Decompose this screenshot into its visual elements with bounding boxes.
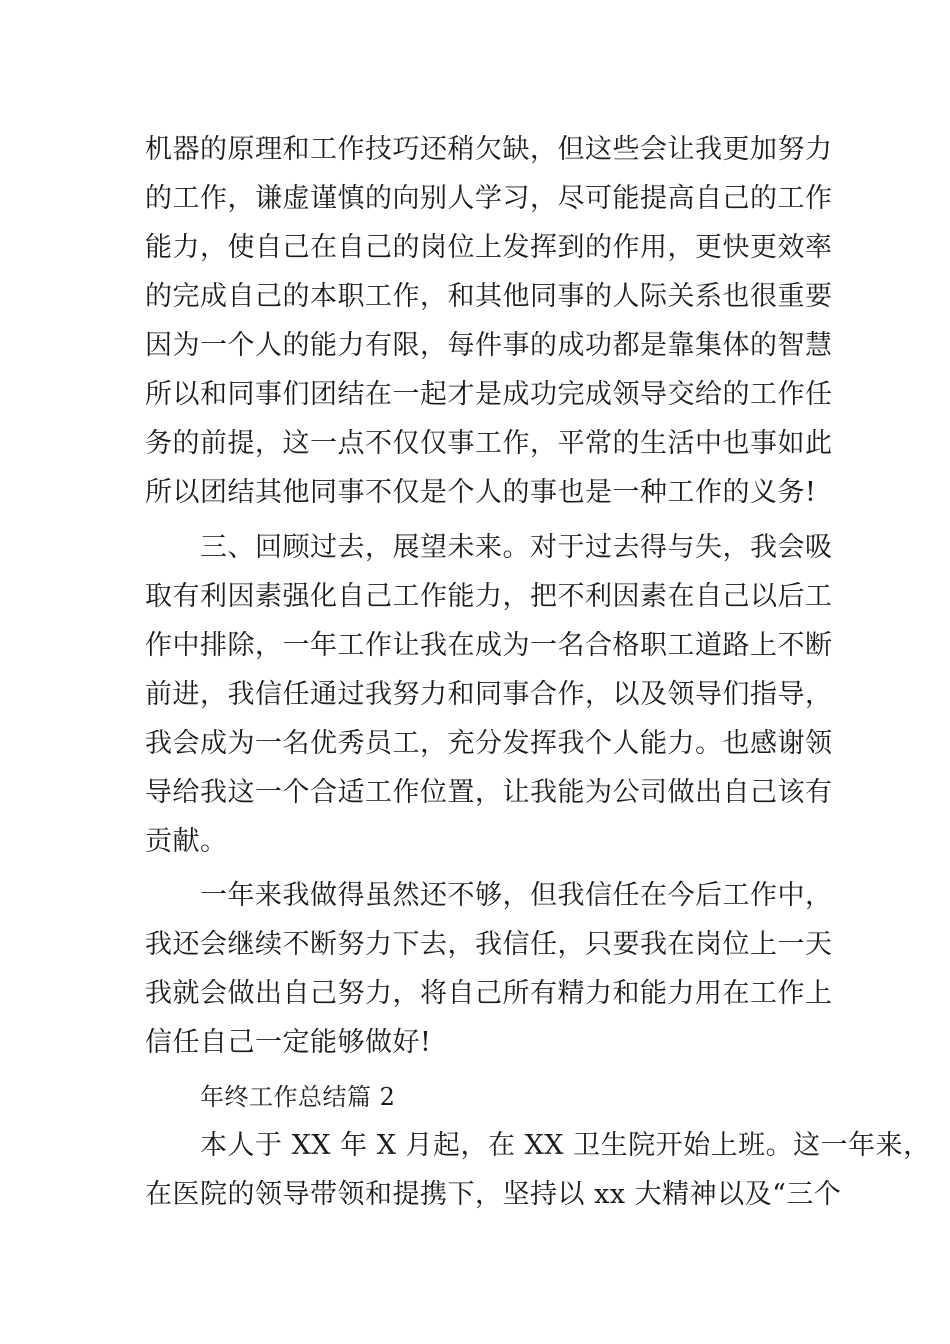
text-line: 我还会继续不断努力下去，我信任，只要我在岗位上一天 <box>145 929 833 960</box>
text-line: 的工作，谦虚谨慎的向别人学习，尽可能提高自己的工作 <box>145 183 833 214</box>
paragraph-first-line: 三、回顾过去，展望未来。对于过去得与失，我会吸 <box>200 532 833 563</box>
text-line: 我就会做出自己努力，将自己所有精力和能力用在工作上 <box>145 978 833 1009</box>
text-line: 贡献。 <box>145 826 228 857</box>
text-line: 导给我这一个合适工作位置，让我能为公司做出自己该有 <box>145 777 833 808</box>
text-line: 前进，我信任通过我努力和同事合作，以及领导们指导， <box>145 679 833 710</box>
text-line: 我会成为一名优秀员工，充分发挥我个人能力。也感谢领 <box>145 728 833 759</box>
text-line: 务的前提，这一点不仅仅事工作，平常的生活中也事如此 <box>145 428 833 459</box>
section-heading: 年终工作总结篇 2 <box>200 1083 396 1111</box>
text-line: 取有利因素强化自己工作能力，把不利因素在自己以后工 <box>145 581 833 612</box>
paragraph-first-line: 一年来我做得虽然还不够，但我信任在今后工作中， <box>200 880 833 911</box>
text-line: 作中排除，一年工作让我在成为一名合格职工道路上不断 <box>145 630 833 661</box>
paragraph-first-line: 本人于 XX 年 X 月起，在 XX 卫生院开始上班。这一年来， <box>200 1130 931 1161</box>
text-line: 机器的原理和工作技巧还稍欠缺，但这些会让我更加努力 <box>145 134 833 165</box>
text-line: 在医院的领导带领和提携下，坚持以 xx 大精神以及“三个 <box>145 1179 842 1210</box>
text-line: 能力，使自己在自己的岗位上发挥到的作用，更快更效率 <box>145 232 833 263</box>
text-line: 所以团结其他同事不仅是个人的事也是一种工作的义务! <box>145 477 817 508</box>
text-line: 的完成自己的本职工作，和其他同事的人际关系也很重要 <box>145 281 833 312</box>
text-line: 所以和同事们团结在一起才是成功完成领导交给的工作任 <box>145 379 833 410</box>
text-line: 因为一个人的能力有限，每件事的成功都是靠集体的智慧 <box>145 330 833 361</box>
text-line: 信任自己一定能够做好! <box>145 1027 432 1058</box>
